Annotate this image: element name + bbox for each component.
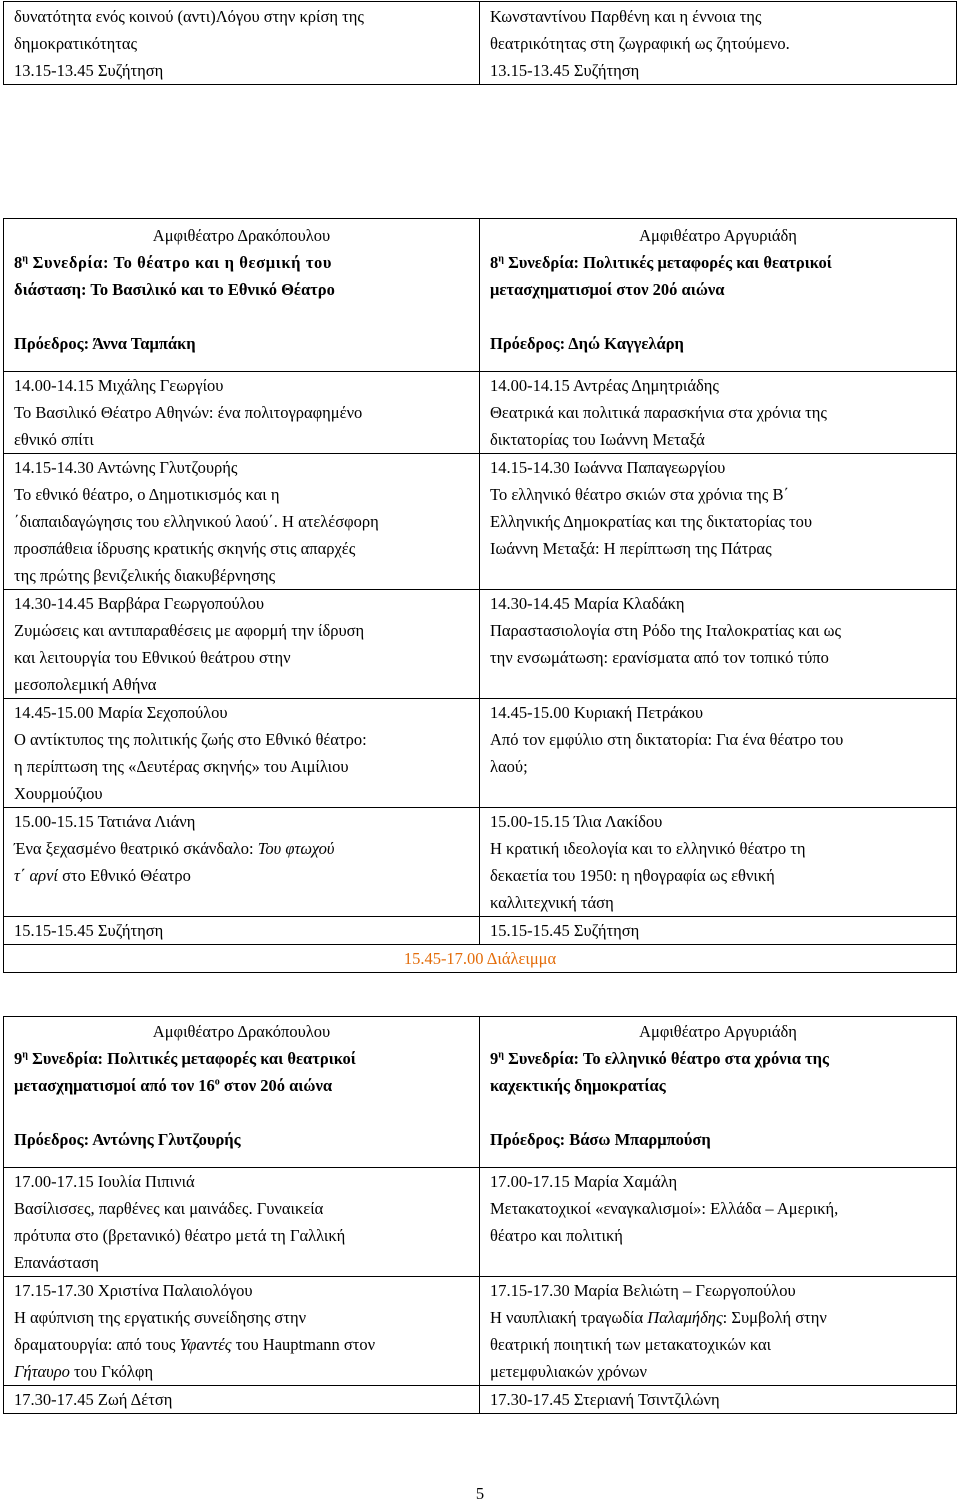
talk-title-line: Η αφύπνιση της εργατικής συνείδησης στην bbox=[14, 1308, 307, 1327]
talk-title-line: δεκαετία του 1950: η ηθογραφία ως εθνική bbox=[490, 866, 775, 885]
discussion-cell: 15.15-15.45 Συζήτηση bbox=[490, 921, 640, 940]
talk-title-line: και λειτουργία του Εθνικού θεάτρου στην bbox=[14, 648, 291, 667]
talk-title-line: δικτατορίας του Ιωάννη Μεταξά bbox=[490, 430, 705, 449]
talk-cell bbox=[4, 1386, 480, 1413]
talk-title-line: προσπάθεια ίδρυσης κρατικής σκηνής στις απαρχές bbox=[14, 539, 356, 558]
session-title-line2: διάσταση: Το Βασιλικό και το Εθνικό Θέατρο bbox=[14, 280, 335, 299]
talk-title-line: δραματουργία: από τους Υφαντές του Hauptmann στον bbox=[14, 1335, 376, 1354]
talk-title-line: την ενσωμάτωση: ερανίσματα από τον τοπικό τύπο bbox=[490, 648, 829, 667]
talk-title-line: πρότυπα στο (βρετανικό) θέατρο μετά τη Γαλλική bbox=[14, 1226, 346, 1245]
talk-title-line: Ο αντίκτυπος της πολιτικής ζωής στο Εθνικό θέατρο: bbox=[14, 730, 367, 749]
talk-cell bbox=[4, 590, 480, 698]
talk-time-speaker: 15.00-15.15 Τατιάνα Λιάνη bbox=[14, 812, 196, 831]
break-row bbox=[4, 944, 956, 972]
discussion-time: 13.15-13.45 Συζήτηση bbox=[490, 61, 640, 80]
session9-talk-row bbox=[4, 1167, 956, 1276]
talk-title-line: Χουρμούζιου bbox=[14, 784, 103, 803]
session9-talk-row bbox=[4, 1385, 956, 1413]
session8-talk-row bbox=[4, 371, 956, 453]
session8-discussion-row bbox=[4, 916, 956, 944]
talk-time-speaker: 17.30-17.45 Στεριανή Τσιντζιλώνη bbox=[490, 1390, 720, 1409]
discussion-cell: 15.15-15.45 Συζήτηση bbox=[4, 917, 480, 944]
session-title: $9^\eta$ Συνεδρία: Το ελληνικό θέατρο στα χρόνια της bbox=[490, 1049, 829, 1068]
talk-title-line: τ΄ αρνί στο Εθνικό Θέατρο bbox=[14, 866, 191, 885]
talk-title-line: Ζυμώσεις και αντιπαραθέσεις με αφορμή την ίδρυση bbox=[14, 621, 365, 640]
talk-time-speaker: 14.00-14.15 Μιχάλης Γεωργίου bbox=[14, 376, 224, 395]
talk-title-line: μεσοπολεμική Αθήνα bbox=[14, 675, 157, 694]
top-schedule-table bbox=[3, 1, 957, 85]
talk-title-line: Θεατρικά και πολιτικά παρασκήνια στα χρόνια της bbox=[490, 403, 827, 422]
talk-time-speaker: 14.00-14.15 Αντρέας Δημητριάδης bbox=[490, 376, 719, 395]
talk-cell bbox=[4, 808, 480, 916]
session-title-line2: καχεκτικής δημοκρατίας bbox=[490, 1076, 666, 1095]
chair-name: Πρόεδρος: Αντώνης Γλυτζουρής bbox=[14, 1130, 241, 1149]
talk-title-line: εθνικό σπίτι bbox=[14, 430, 94, 449]
talk-title-line: Το Βασιλικό Θέατρο Αθηνών: ένα πολιτογραφημένο bbox=[14, 403, 363, 422]
talk-cell bbox=[4, 454, 480, 589]
talk-title-line: Ένα ξεχασμένο θεατρικό σκάνδαλο: Του φτωχού bbox=[14, 839, 335, 858]
talk-title-line: Το ελληνικό θέατρο σκιών στα χρόνια της Β΄ bbox=[490, 485, 789, 504]
session9-header-row bbox=[4, 1017, 956, 1167]
chair-name: Πρόεδρος: Άννα Ταμπάκη bbox=[14, 334, 196, 353]
session-title: $8^\eta$ Συνεδρία: Πολιτικές μεταφορές και θεατρικοί bbox=[490, 253, 832, 272]
session-title-line2: μετασχηματισμοί από τον $16^o$ στον 20ό αιώνα bbox=[14, 1076, 333, 1095]
talk-title-line: Βασίλισσες, παρθένες και μαινάδες. Γυναικεία bbox=[14, 1199, 324, 1218]
hall-name: Αμφιθέατρο Αργυριάδη bbox=[639, 1022, 797, 1041]
talk-title-line: Το εθνικό θέατρο, ο Δημοτικισμός και η bbox=[14, 485, 280, 504]
talk-cell bbox=[480, 454, 956, 589]
session9-table bbox=[3, 1016, 957, 1414]
hall-name: Αμφιθέατρο Δρακόπουλου bbox=[152, 1022, 331, 1041]
session-title: $8^\eta$ Συνεδρία: Το θέατρο και η θεσμική του bbox=[14, 253, 333, 272]
top-row bbox=[4, 2, 956, 84]
chair-name: Πρόεδρος: Βάσω Μπαρμπούση bbox=[490, 1130, 711, 1149]
talk-title-line: θεατρική ποιητική των μετακατοχικών και bbox=[490, 1335, 772, 1354]
text-line: θεατρικότητας στη ζωγραφική ως ζητούμενο. bbox=[490, 34, 790, 53]
talk-cell bbox=[480, 1168, 956, 1276]
session8-talk-row bbox=[4, 589, 956, 698]
session9-right-header bbox=[480, 1017, 956, 1167]
talk-title-line: της πρώτης βενιζελικής διακυβέρνησης bbox=[14, 566, 276, 585]
talk-time-speaker: 17.30-17.45 Ζωή Δέτση bbox=[14, 1390, 173, 1409]
session8-talk-row bbox=[4, 698, 956, 807]
talk-title-line: Επανάσταση bbox=[14, 1253, 99, 1272]
talk-time-speaker: 14.45-15.00 Μαρία Σεχοπούλου bbox=[14, 703, 228, 722]
session9-left-header bbox=[4, 1017, 480, 1167]
talk-cell bbox=[480, 1277, 956, 1385]
text-line: δημοκρατικότητας bbox=[14, 34, 138, 53]
talk-time-speaker: 14.30-14.45 Μαρία Κλαδάκη bbox=[490, 594, 685, 613]
talk-title-line: μετεμφυλιακών χρόνων bbox=[490, 1362, 647, 1381]
talk-title-line: Ιωάννη Μεταξά: Η περίπτωση της Πάτρας bbox=[490, 539, 772, 558]
talk-time-speaker: 17.15-17.30 Χριστίνα Παλαιολόγου bbox=[14, 1281, 253, 1300]
talk-cell bbox=[480, 590, 956, 698]
top-left-cell bbox=[4, 2, 480, 84]
session9-talk-row bbox=[4, 1276, 956, 1385]
talk-cell bbox=[4, 372, 480, 453]
talk-time-speaker: 17.15-17.30 Μαρία Βελιώτη – Γεωργοπούλου bbox=[490, 1281, 796, 1300]
talk-cell bbox=[480, 808, 956, 916]
talk-title-line: Μετακατοχικοί «εναγκαλισμοί»: Ελλάδα – Αμερική, bbox=[490, 1199, 839, 1218]
talk-time-speaker: 17.00-17.15 Μαρία Χαμάλη bbox=[490, 1172, 678, 1191]
talk-time-speaker: 14.15-14.30 Αντώνης Γλυτζουρής bbox=[14, 458, 238, 477]
session-title-line2: μετασχηματισμοί στον 20ό αιώνα bbox=[490, 280, 725, 299]
talk-time-speaker: 14.15-14.30 Ιωάννα Παπαγεωργίου bbox=[490, 458, 726, 477]
text-line: Κωνσταντίνου Παρθένη και η έννοια της bbox=[490, 7, 762, 26]
talk-time-speaker: 17.00-17.15 Ιουλία Πιπινιά bbox=[14, 1172, 195, 1191]
talk-time-speaker: 15.00-15.15 Ίλια Λακίδου bbox=[490, 812, 663, 831]
session8-talk-row bbox=[4, 453, 956, 589]
talk-cell bbox=[480, 372, 956, 453]
session8-header-row bbox=[4, 219, 956, 371]
talk-title-line: Η κρατική ιδεολογία και το ελληνικό θέατρο τη bbox=[490, 839, 806, 858]
talk-title-line: Η ναυπλιακή τραγωδία Παλαμήδης: Συμβολή στην bbox=[490, 1308, 827, 1327]
session-title: $9^\eta$ Συνεδρία: Πολιτικές μεταφορές και θεατρικοί bbox=[14, 1049, 356, 1068]
talk-title-line: η περίπτωση της «Δευτέρας σκηνής» του Αιμίλιου bbox=[14, 757, 349, 776]
page-number: 5 bbox=[475, 1484, 485, 1503]
chair-name: Πρόεδρος: Δηώ Καγγελάρη bbox=[490, 334, 684, 353]
talk-title-line: Ελληνικής Δημοκρατίας και της δικτατορίας του bbox=[490, 512, 813, 531]
talk-title-line: Παραστασιολογία στη Ρόδο της Ιταλοκρατίας και ως bbox=[490, 621, 842, 640]
break-time: 15.45-17.00 Διάλειμμα bbox=[403, 949, 557, 968]
talk-time-speaker: 14.30-14.45 Βαρβάρα Γεωργοπούλου bbox=[14, 594, 265, 613]
session8-left-header bbox=[4, 219, 480, 371]
talk-cell bbox=[4, 699, 480, 807]
discussion-time: 13.15-13.45 Συζήτηση bbox=[14, 61, 164, 80]
talk-title-line: λαού; bbox=[490, 757, 528, 776]
talk-title-line: καλλιτεχνική τάση bbox=[490, 893, 614, 912]
hall-name: Αμφιθέατρο Δρακόπουλου bbox=[152, 226, 331, 245]
text-line: δυνατότητα ενός κοινού (αντι)Λόγου στην κρίση της bbox=[14, 7, 364, 26]
session8-talk-row bbox=[4, 807, 956, 916]
talk-cell bbox=[480, 1386, 956, 1413]
talk-time-speaker: 14.45-15.00 Κυριακή Πετράκου bbox=[490, 703, 704, 722]
talk-title-line: θέατρο και πολιτική bbox=[490, 1226, 623, 1245]
session8-right-header bbox=[480, 219, 956, 371]
talk-cell bbox=[480, 699, 956, 807]
talk-title-line: Γήταυρο του Γκόλφη bbox=[14, 1362, 154, 1381]
talk-title-line: Από τον εμφύλιο στη δικτατορία: Για ένα θέατρο του bbox=[490, 730, 844, 749]
top-right-cell bbox=[480, 2, 956, 84]
talk-cell bbox=[4, 1277, 480, 1385]
talk-cell bbox=[4, 1168, 480, 1276]
hall-name: Αμφιθέατρο Αργυριάδη bbox=[639, 226, 797, 245]
talk-title-line: ΄διαπαιδαγώγησις του ελληνικού λαού΄. Η ατελέσφορη bbox=[14, 512, 379, 531]
session8-table bbox=[3, 218, 957, 973]
